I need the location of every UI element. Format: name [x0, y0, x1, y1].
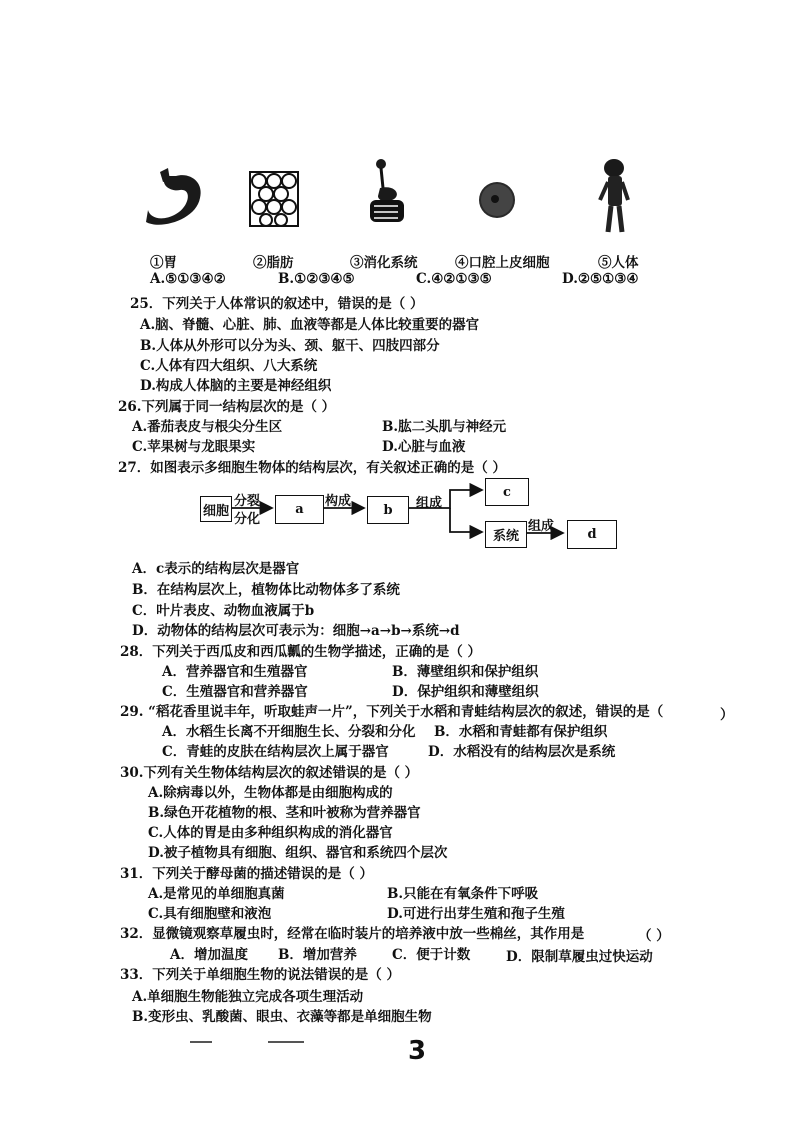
q30-option-d: D.被子植物具有细胞、组织、器官和系统四个层次	[148, 845, 448, 861]
q32-stem: 32．显微镜观察草履虫时，经常在临时装片的培养液中放一些棉丝，其作用是	[120, 926, 585, 942]
q27-option-b: B．在结构层次上，植物体比动物体多了系统	[132, 582, 400, 598]
caption-fat: ②脂肪	[253, 255, 294, 271]
q25-option-c: C.人体有四大组织、八大系统	[140, 358, 318, 374]
q31-option-a: A.是常见的单细胞真菌	[148, 886, 285, 902]
q31-option-d: D.可进行出芽生殖和孢子生殖	[387, 906, 565, 922]
diagram-cell-box: 细胞	[200, 496, 232, 522]
diagram-label-constitute: 构成	[325, 494, 352, 509]
q27-option-c: C．叶片表皮、动物血液属于b	[132, 603, 315, 619]
q32-option-a: A．增加温度	[170, 947, 248, 963]
q28-option-b: B．薄壁组织和保护组织	[392, 664, 539, 680]
diagram-box-system: 系统	[485, 521, 527, 548]
q26-stem: 26.下列属于同一结构层次的是（ ）	[118, 399, 336, 415]
q32-option-b: B．增加营养	[278, 947, 357, 963]
q29-stem-end: ）	[720, 707, 734, 723]
q33-stem: 33．下列关于单细胞生物的说法错误的是（ ）	[120, 967, 400, 983]
q24-option-a: A.⑤①③④②	[150, 271, 226, 287]
q32-stem-end: （ ）	[638, 928, 670, 944]
diagram-label-compose-2: 组成	[528, 519, 555, 534]
q31-option-b: B.只能在有氧条件下呼吸	[387, 886, 539, 902]
q28-option-c: C．生殖器官和营养器官	[162, 684, 308, 700]
q25-stem: 25．下列关于人体常识的叙述中，错误的是（ ）	[130, 296, 424, 312]
q28-option-a: A．营养器官和生殖器官	[162, 664, 308, 680]
q26-option-c: C.苹果树与龙眼果实	[132, 439, 256, 455]
q30-stem: 30.下列有关生物体结构层次的叙述错误的是（ ）	[120, 765, 419, 781]
q33-option-a: A.单细胞生物能独立完成各项生理活动	[132, 989, 364, 1005]
q33-option-b: B.变形虫、乳酸菌、眼虫、衣藻等都是单细胞生物	[132, 1009, 432, 1025]
caption-digestive-system: ③消化系统	[350, 255, 418, 271]
q29-option-d: D．水稻没有的结构层次是系统	[428, 744, 616, 760]
q31-option-c: C.具有细胞壁和液泡	[148, 906, 272, 922]
q29-stem: 29. “稻花香里说丰年，听取蛙声一片”，下列关于水稻和青蛙结构层次的叙述，错误的是（	[120, 704, 664, 720]
caption-stomach: ①胃	[150, 255, 177, 271]
q31-stem: 31．下列关于酵母菌的描述错误的是（ ）	[120, 866, 373, 882]
q24-option-d: D.②⑤①③④	[562, 271, 639, 287]
q25-option-d: D.构成人体脑的主要是神经组织	[140, 378, 332, 394]
q29-option-a: A．水稻生长离不开细胞生长、分裂和分化	[162, 724, 416, 740]
diagram-label-divide: 分裂	[234, 494, 261, 509]
q30-option-c: C.人体的胃是由多种组织构成的消化器官	[148, 825, 393, 841]
q25-option-b: B.人体从外形可以分为头、颈、躯干、四肢四部分	[140, 338, 440, 354]
q30-option-b: B.绿色开花植物的根、茎和叶被称为营养器官	[148, 805, 421, 821]
diagram-box-c: c	[485, 478, 529, 506]
q24-option-c: C.④②①③⑤	[416, 271, 492, 287]
q27-option-a: A．c表示的结构层次是器官	[132, 561, 300, 577]
page-number: 3	[408, 1036, 427, 1066]
scan-mark	[190, 1041, 212, 1043]
q25-option-a: A.脑、脊髓、心脏、肺、血液等都是人体比较重要的器官	[140, 317, 480, 333]
q24-option-b: B.①②③④⑤	[278, 271, 355, 287]
diagram-label-compose-1: 组成	[416, 496, 443, 511]
q26-option-b: B.肱二头肌与神经元	[382, 419, 507, 435]
q26-option-a: A.番茄表皮与根尖分生区	[132, 419, 283, 435]
q28-stem: 28．下列关于西瓜皮和西瓜瓤的生物学描述，正确的是（ ）	[120, 644, 481, 660]
caption-epithelial-cell: ④口腔上皮细胞	[455, 255, 550, 271]
diagram-box-d: d	[567, 520, 617, 549]
q26-option-d: D.心脏与血液	[382, 439, 466, 455]
q29-option-c: C．青蛙的皮肤在结构层次上属于器官	[162, 744, 389, 760]
q27-stem: 27．如图表示多细胞生物体的结构层次，有关叙述正确的是（ ）	[118, 460, 506, 476]
q32-option-d: D．限制草履虫过快运动	[506, 949, 653, 965]
q32-option-c: C．便于计数	[392, 947, 471, 963]
diagram-label-differentiate: 分化	[234, 512, 261, 527]
q30-option-a: A.除病毒以外，生物体都是由细胞构成的	[148, 785, 393, 801]
q28-option-d: D．保护组织和薄壁组织	[392, 684, 539, 700]
caption-human-body: ⑤人体	[598, 255, 639, 271]
diagram-box-b: b	[367, 496, 409, 524]
diagram-box-a: a	[275, 495, 324, 524]
q29-option-b: B．水稻和青蛙都有保护组织	[434, 724, 608, 740]
q27-option-d: D．动物体的结构层次可表示为：细胞→a→b→系统→d	[132, 623, 460, 639]
scan-mark	[268, 1041, 304, 1043]
